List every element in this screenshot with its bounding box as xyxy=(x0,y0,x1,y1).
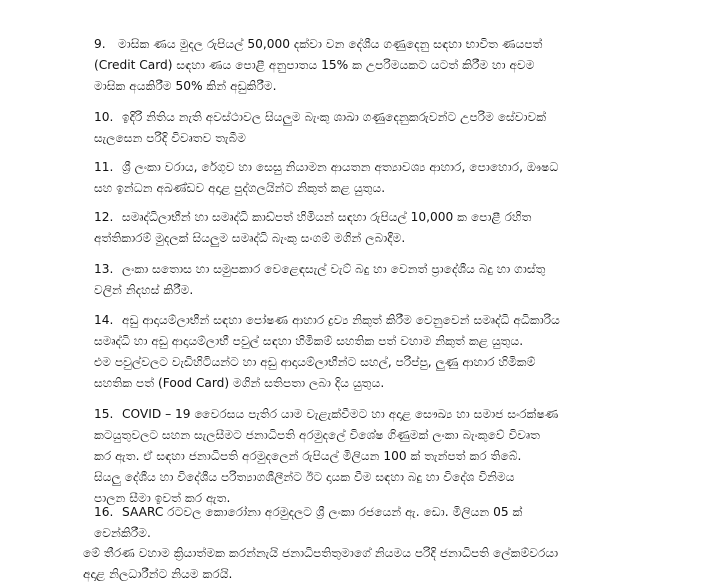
item-text-line: කටයුතුවලට සහන සැලසීමට ජනාධිපති අරමුදලේ විශේෂ ගිණුමක් ලංකා බැංකුවේ විවෘත xyxy=(94,428,540,442)
closing-text-line: අදාළ නිලධාරීන්ට නියම කරයි. xyxy=(83,567,233,581)
item-text-line: සියලු දේශීය හා විදේශීය පරිත්‍යාගශීලීන්ට ඊට දායක වීම සඳහා බදු හා විදේශ විනිමය xyxy=(94,470,515,484)
item-text-line: සමෘද්ධිලාභීන් හා සමෘද්ධි කාඩ්පත් හිමියන් සඳහා රුපියල් 10,000 ක පොළී රහිත xyxy=(122,210,532,224)
item-text-line: වලින් නිදහස් කිරීම. xyxy=(94,283,194,297)
item-text-line: අඩු ආදායම්ලාභීන් සඳහා පෝෂණ ආහාර ද්‍රව්‍ය නිකුත් කිරීම වෙනුවෙන් සමෘද්ධි අධිකාරිය xyxy=(122,313,560,327)
item-text-line: ඉදිරි නිතිය නැති අවස්ථාවල සියලුම බැංකු ශාඛා ගණුදෙනුකරුවන්ට උපරිම සේවාවක් xyxy=(122,110,547,124)
list-item-9 xyxy=(94,34,654,97)
item-text-line: ශ්‍රී ලංකා වරාය, රේගුව හා සෙසු නියාමන ආයතන අත්‍යාවශ්‍ය ආහාර, පොහොර, ඖෂධ xyxy=(122,160,559,174)
item-text-line: (Credit Card) සඳහා ණය පොළී අනුපාතය 15% ක උපරිමයකට යටත් කිරීම හා අවම xyxy=(94,58,535,72)
item-number: 10. xyxy=(94,110,114,124)
list-item-10 xyxy=(94,107,654,149)
item-text-line: මාසික ණය මුදල රුපියල් 50,000 දක්වා වන දේශීය ගණුදෙනු සඳහා භාවිත ණයපත් xyxy=(118,37,543,51)
item-text-line: සැලසෙන පරිදි විවෘතව තැබීම xyxy=(94,131,247,145)
item-text-line: සහතික පත් (Food Card) මගින් සතිපතා ලබා දිය යුතුය. xyxy=(94,376,385,390)
item-text-line: ලංකා සතොස හා සමුපකාර වෙළෙඳසැල් වැට් බදු හා වෙනත් ප්‍රාදේශීය බදු හා ගාස්තු xyxy=(122,262,546,276)
item-text-line: මාසික අයකිරීම 50% කින් අඩුකිරීම. xyxy=(94,79,277,93)
list-item-15 xyxy=(94,404,654,509)
item-text-line: සහ ඉන්ධන අඛණ්ඩව අදාළ පුද්ගලයින්ට නිකුත් කළ යුතුය. xyxy=(94,181,386,195)
item-text-line: පාලන සීමා ඉවත් කර ඇත. xyxy=(94,491,231,505)
item-text-line: එම පවුල්වලට වැඩිහිටියන්ට හා අඩු ආදායම්ලාභීන්ට සහල්, පරිප්පු, ලුණු ආහාර හිමිකම් xyxy=(94,355,536,369)
item-text-line: COVID – 19 වෛරසය පැතිර යාම වැළැක්වීමට හා අදාළ සෞඛ්‍ය හා සමාජ සංරක්ෂණ xyxy=(122,407,559,421)
item-number: 12. xyxy=(94,210,114,224)
item-text-line: කර ඇත. ඒ සඳහා ජනාධිපති අරමුදලෙන් රුපියල් මිලියන 100 ක් තැන්පත් කර තිබේ. xyxy=(94,449,522,463)
item-number: 15. xyxy=(94,407,114,421)
item-number: 9. xyxy=(94,37,106,51)
item-text-line: SAARC රටවල කොරෝනා අරමුදලට ශ්‍රී ලංකා රජයෙන් ඇ. ඩො. මිලියන 05 ක් xyxy=(122,505,523,519)
list-item-13 xyxy=(94,259,654,301)
closing-paragraph xyxy=(83,543,658,585)
item-number: 14. xyxy=(94,313,114,327)
item-text-line: සමෘද්ධි හා අඩු ආදායම්ලාභී පවුල් සඳහා හිමිකම් සහතික පත් වහාම නිකුත් කළ යුතුය. xyxy=(94,334,524,348)
list-item-12 xyxy=(94,207,654,249)
list-item-14 xyxy=(94,310,654,394)
list-item-16 xyxy=(94,502,654,544)
item-number: 11. xyxy=(94,160,114,174)
list-item-11 xyxy=(94,157,654,199)
item-number: 13. xyxy=(94,262,114,276)
item-text-line: අත්තිකාරම් මුදලක් සියලුම සමෘද්ධි බැංකු සංගම් මගින් ලබාදීම. xyxy=(94,231,406,245)
closing-text-line: මේ තීරණ වහාම ක්‍රියාත්මක කරන්නැයි ජනාධිපතිතුමාගේ නියමය පරිදි ජනාධිපති ලේකම්වරයා xyxy=(83,546,559,560)
item-text-line: වෙන්කිරීම. xyxy=(94,526,151,540)
item-number: 16. xyxy=(94,505,114,519)
